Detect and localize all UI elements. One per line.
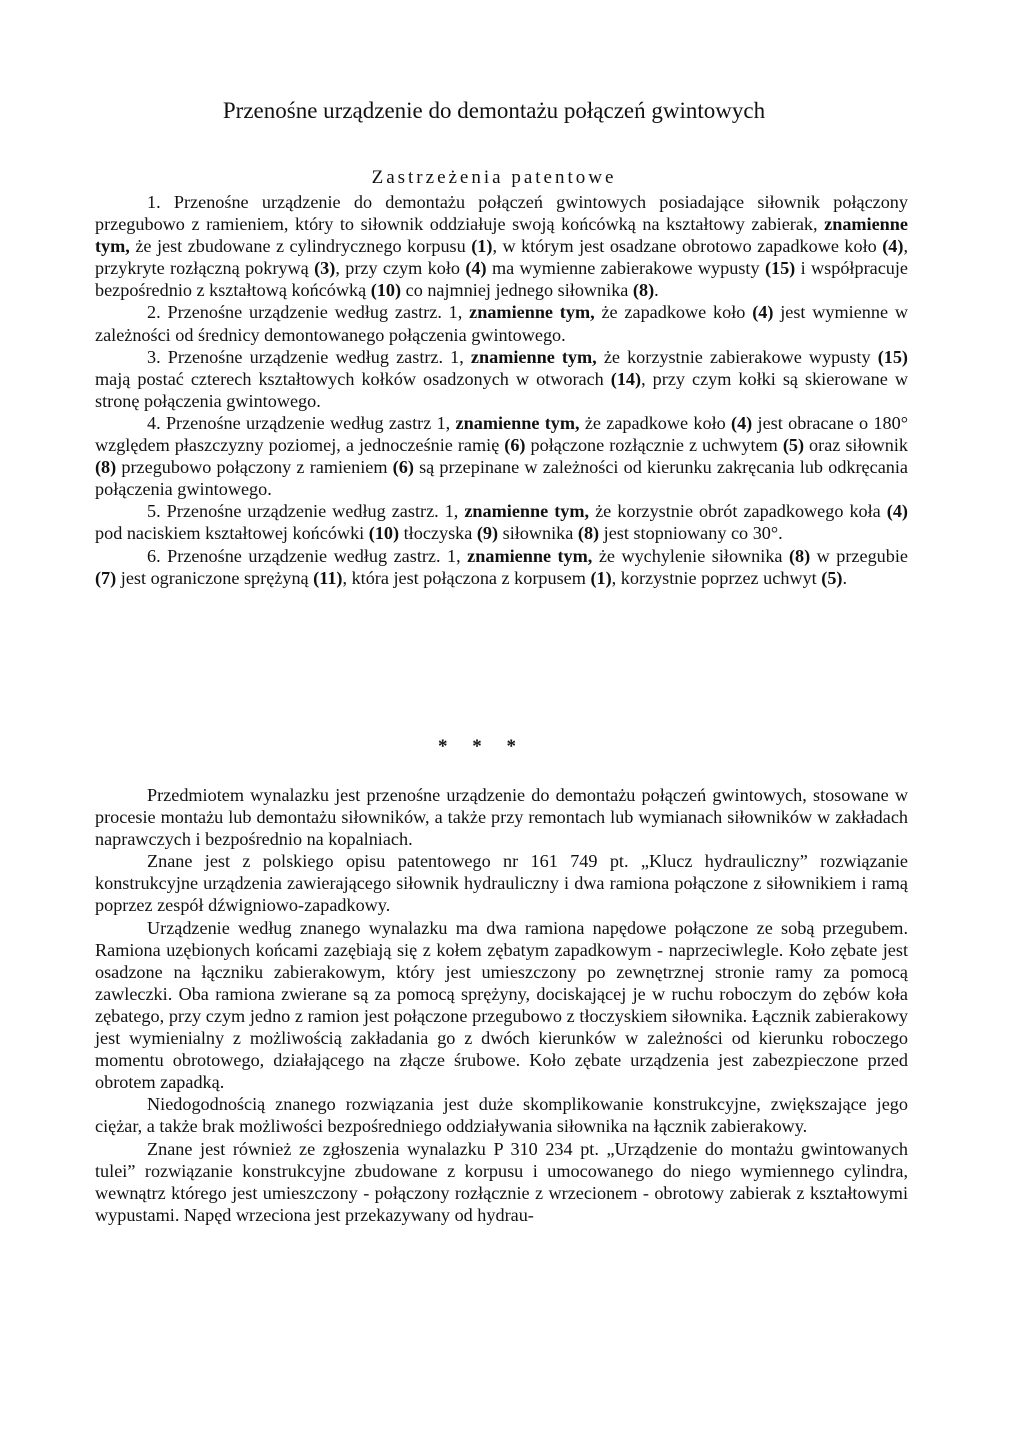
section-separator: * * * [438, 736, 526, 757]
claim-bold-run: (5) [821, 567, 843, 588]
claim-bold-run: (6) [392, 457, 414, 478]
claim-paragraph: 4. Przenośne urządzenie według zastrz 1, znamienne tym, że zapadkowe koło (4) jest obracane o 180° względem płaszczyzny poziomej, a jednocześnie ramię (6) połączone rozłącznie z uchwytem (5) oraz siłownik (8) przegubowo połączony z ramieniem (6) są przepinane w zależności od kierunku zakręcania lub odkręcania połączenia gwintowego. [95, 412, 908, 500]
claim-bold-run: (8) [632, 280, 655, 301]
document-title: Przenośne urządzenie do demontażu połączeń gwintowych [222, 98, 766, 123]
claim-bold-run: znamienne tym, [464, 501, 590, 522]
description-paragraph: Znane jest również ze zgłoszenia wynalazku P 310 234 pt. „Urządzenie do montażu gwintowanych tulei” rozwiązanie konstrukcyjne zbudowane z korpusu i umocowanego do niego wymiennego cylindra, wewnątrz którego jest umieszczony - połączony rozłącznie z wrzecionem - obrotowy zabierak z kształtowymi wypustami. Napęd wrzeciona jest przekazywany od hydrau- [95, 1138, 908, 1225]
claim-bold-run: (3) [314, 258, 336, 279]
claim-bold-run: (8) [577, 523, 600, 544]
claims-heading: Zastrzeżenia patentowe [371, 167, 617, 188]
claim-bold-run: (15) [764, 258, 796, 279]
claim-bold-run: (8) [788, 545, 811, 566]
claim-bold-run: (14) [610, 368, 642, 389]
claim-bold-run: (1) [471, 236, 493, 257]
description-paragraph: Urządzenie według znanego wynalazku ma dwa ramiona napędowe połączone ze sobą przegubem. Ramiona uzębionych końcami zazębiają się z kołem zębatym zapadkowym - naprzeciwlegle. Koło zębate jest osadzone na łączniku zabierakowym, który jest umieszczony po zewnętrznej stronie ramy za pomocą zawleczki. Oba ramiona zwierane są za pomocą sprężyny, dociskającej je w ruchu roboczym do zębów koła zębatego, przy czym jedno z ramion jest połączone przegubowo z tłoczyskiem siłownika. Łącznik zabierakowy jest wymienialny z możliwością zakładania go z dwóch kierunków w zależności od kierunku roboczego momentu obrotowego, działającego na złącze śrubowe. Koło zębate urządzenia jest zabezpieczone przed obrotem zapadką. [95, 917, 908, 1093]
claim-bold-run: (5) [782, 435, 805, 456]
claim-bold-run: (7) [95, 567, 117, 588]
claim-bold-run: znamienne tym, [455, 412, 580, 433]
description-paragraph: Niedogodnością znanego rozwiązania jest duże skomplikowanie konstrukcyjne, zwiększające jego ciężar, a także brak możliwości bezpośredniego oddziaływania siłownika na łącznik zabierakowy. [95, 1094, 908, 1137]
description-body [95, 784, 908, 1226]
claim-bold-run: (1) [590, 567, 612, 588]
claim-bold-run: (10) [368, 523, 400, 544]
claim-bold-run: (9) [476, 523, 499, 544]
claim-paragraph: 5. Przenośne urządzenie według zastrz. 1, znamienne tym, że korzystnie obrót zapadkowego koła (4) pod naciskiem kształtowej końcówki (10) tłoczyska (9) siłownika (8) jest stopniowany co 30°. [95, 501, 908, 544]
claim-paragraph: 6. Przenośne urządzenie według zastrz. 1, znamienne tym, że wychylenie siłownika (8) w przegubie (7) jest ograniczone sprężyną (11), która jest połączona z korpusem (1), korzystnie poprzez uchwyt (5). [95, 545, 908, 588]
claim-bold-run: (15) [877, 346, 908, 367]
description-paragraph: Znane jest z polskiego opisu patentowego nr 161 749 pt. „Klucz hydrauliczny” rozwiązanie konstrukcyjne urządzenia zawierającego siłownik hydrauliczny i dwa ramiona połączone z siłownikiem i ramą poprzez zespół dźwigniowo-zapadkowy. [95, 851, 908, 916]
claim-bold-run: (4) [465, 258, 487, 279]
claim-bold-run: znamienne tym, [467, 545, 593, 566]
claim-paragraph: 1. Przenośne urządzenie do demontażu połączeń gwintowych posiadające siłownik połączony przegubowo z ramieniem, który to siłownik oddziałuje swoją końcówką na kształtowy zabierak, znamienne tym, że jest zbudowane z cylindrycznego korpusu (1), w którym jest osadzane obrotowo zapadkowe koło (4), przykryte rozłączną pokrywą (3), przy czym koło (4) ma wymienne zabierakowe wypusty (15) i współpracuje bezpośrednio z kształtową końcówką (10) co najmniej jednego siłownika (8). [95, 192, 909, 301]
description-paragraph: Przedmiotem wynalazku jest przenośne urządzenie do demontażu połączeń gwintowych, stosowane w procesie montażu lub demontażu siłowników, a także przy remontach lub wymianach siłowników w zakładach naprawczych i bezpośrednio na kopalniach. [95, 785, 908, 850]
claim-bold-run: znamienne tym, [95, 214, 908, 257]
claims-list [95, 191, 908, 589]
claim-bold-run: (4) [886, 501, 908, 522]
claim-bold-run: (6) [504, 435, 526, 456]
claim-paragraph: 3. Przenośne urządzenie według zastrz. 1, znamienne tym, że korzystnie zabierakowe wypusty (15) mają postać czterech kształtowych kołków osadzonych w otworach (14), przy czym kołki są skierowane w stronę połączenia gwintowego. [95, 346, 908, 411]
claim-bold-run: (11) [313, 567, 343, 588]
claim-bold-run: (8) [95, 457, 117, 478]
claim-paragraph: 2. Przenośne urządzenie według zastrz. 1, znamienne tym, że zapadkowe koło (4) jest wymienne w zależności od średnicy demontowanego połączenia gwintowego. [95, 302, 909, 345]
claim-bold-run: znamienne tym, [470, 346, 597, 367]
claim-bold-run: znamienne tym, [469, 302, 595, 323]
claim-bold-run: (10) [370, 280, 402, 301]
claim-bold-run: (4) [731, 412, 753, 433]
claim-bold-run: (4) [752, 302, 774, 323]
claim-bold-run: (4) [882, 236, 904, 257]
